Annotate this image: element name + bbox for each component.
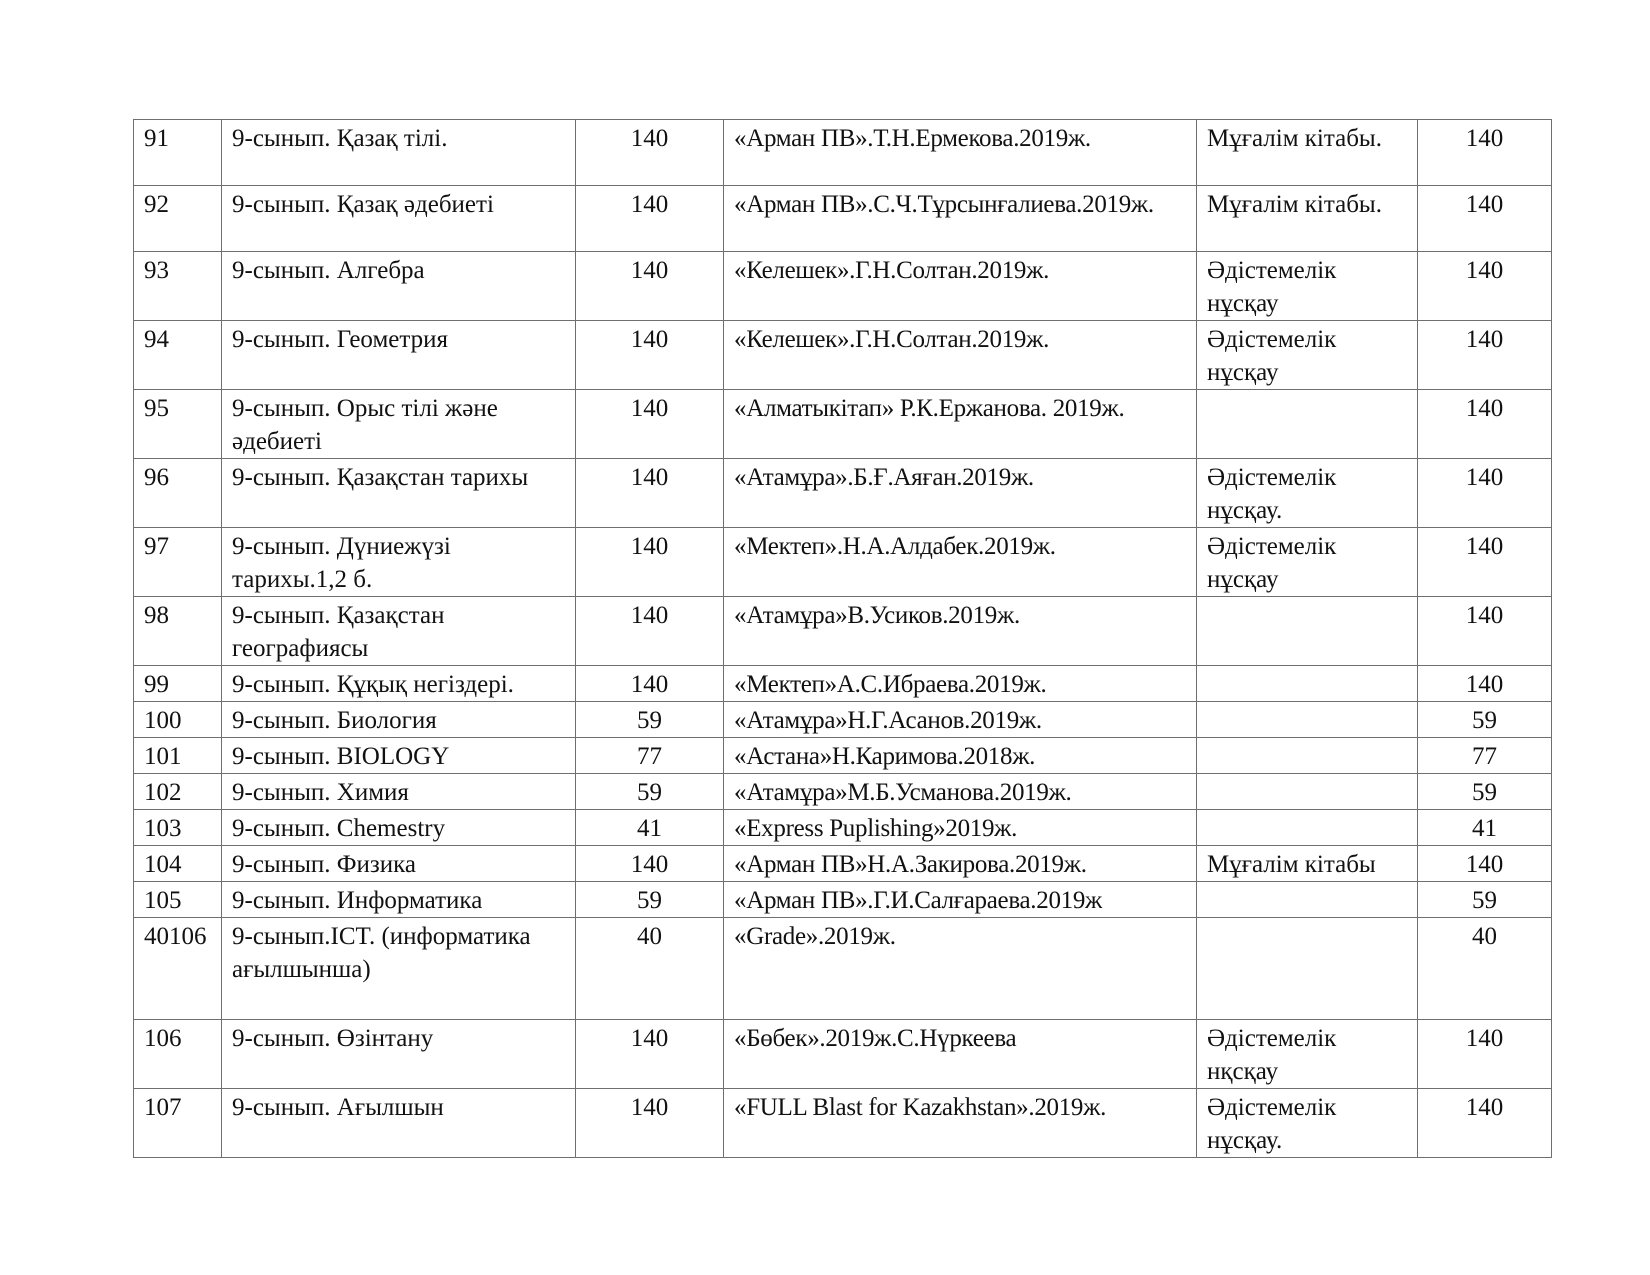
publisher: «Мектеп»А.С.Ибраева.2019ж.	[724, 666, 1197, 702]
quantity: 59	[576, 882, 724, 918]
table-row	[134, 390, 1552, 459]
publisher: «Арман ПВ».Г.И.Салғараева.2019ж	[724, 882, 1197, 918]
quantity: 140	[576, 459, 724, 528]
count: 140	[1418, 321, 1552, 390]
publisher: «Бөбек».2019ж.С.Нүркеева	[724, 1020, 1197, 1089]
book-title: 9-сынып. Биология	[222, 702, 576, 738]
quantity: 140	[576, 597, 724, 666]
quantity: 140	[576, 846, 724, 882]
book-title: 9-сынып. Қазақстан тарихы	[222, 459, 576, 528]
note	[1197, 918, 1418, 1020]
note: Әдістемелік нұсқау	[1197, 252, 1418, 321]
note	[1197, 738, 1418, 774]
row-number: 40106	[134, 918, 222, 1020]
publisher: «Атамұра».Б.Ғ.Аяған.2019ж.	[724, 459, 1197, 528]
quantity: 140	[576, 666, 724, 702]
publisher: «Grade».2019ж.	[724, 918, 1197, 1020]
table-row	[134, 528, 1552, 597]
count: 140	[1418, 252, 1552, 321]
quantity: 140	[576, 252, 724, 321]
table-row	[134, 597, 1552, 666]
note: Әдістемелік нұсқау.	[1197, 459, 1418, 528]
book-title: 9-сынып. Информатика	[222, 882, 576, 918]
table-row	[134, 774, 1552, 810]
note	[1197, 390, 1418, 459]
quantity: 140	[576, 1020, 724, 1089]
row-number: 93	[134, 252, 222, 321]
publisher: «Алматыкітап» Р.К.Ержанова. 2019ж.	[724, 390, 1197, 459]
note: Мұғалім кітабы.	[1197, 186, 1418, 252]
quantity: 140	[576, 321, 724, 390]
quantity: 41	[576, 810, 724, 846]
count: 140	[1418, 1089, 1552, 1158]
count: 59	[1418, 702, 1552, 738]
count: 59	[1418, 774, 1552, 810]
quantity: 40	[576, 918, 724, 1020]
note: Әдістемелік нұсқау	[1197, 528, 1418, 597]
row-number: 104	[134, 846, 222, 882]
quantity: 140	[576, 528, 724, 597]
publisher: «Келешек».Г.Н.Солтан.2019ж.	[724, 252, 1197, 321]
table-row	[134, 882, 1552, 918]
count: 140	[1418, 459, 1552, 528]
table-row	[134, 1020, 1552, 1089]
quantity: 59	[576, 774, 724, 810]
count: 140	[1418, 528, 1552, 597]
row-number: 102	[134, 774, 222, 810]
quantity: 140	[576, 390, 724, 459]
row-number: 99	[134, 666, 222, 702]
note: Мұғалім кітабы	[1197, 846, 1418, 882]
book-title: 9-сынып. Орыс тілі және әдебиеті	[222, 390, 576, 459]
row-number: 97	[134, 528, 222, 597]
book-title: 9-сынып. Құқық негіздері.	[222, 666, 576, 702]
row-number: 98	[134, 597, 222, 666]
note	[1197, 774, 1418, 810]
count: 59	[1418, 882, 1552, 918]
book-title: 9-сынып. BIOLOGY	[222, 738, 576, 774]
note	[1197, 666, 1418, 702]
book-title: 9-сынып.ICT. (информатика ағылшынша)	[222, 918, 576, 1020]
publisher: «Арман ПВ».С.Ч.Тұрсынғалиева.2019ж.	[724, 186, 1197, 252]
count: 41	[1418, 810, 1552, 846]
publisher: «Express Puplishing»2019ж.	[724, 810, 1197, 846]
book-title: 9-сынып. Қазақ тілі.	[222, 120, 576, 186]
book-title: 9-сынып. Chemestry	[222, 810, 576, 846]
publisher: «Атамұра»Н.Г.Асанов.2019ж.	[724, 702, 1197, 738]
table-row	[134, 120, 1552, 186]
count: 140	[1418, 120, 1552, 186]
publisher: «Мектеп».Н.А.Алдабек.2019ж.	[724, 528, 1197, 597]
table-row	[134, 702, 1552, 738]
table-row	[134, 186, 1552, 252]
row-number: 92	[134, 186, 222, 252]
row-number: 96	[134, 459, 222, 528]
count: 140	[1418, 597, 1552, 666]
quantity: 77	[576, 738, 724, 774]
book-title: 9-сынып. Қазақстан географиясы	[222, 597, 576, 666]
row-number: 106	[134, 1020, 222, 1089]
table-row	[134, 252, 1552, 321]
row-number: 100	[134, 702, 222, 738]
row-number: 107	[134, 1089, 222, 1158]
note: Мұғалім кітабы.	[1197, 120, 1418, 186]
book-title: 9-сынып. Алгебра	[222, 252, 576, 321]
count: 140	[1418, 666, 1552, 702]
note	[1197, 702, 1418, 738]
book-title: 9-сынып. Геометрия	[222, 321, 576, 390]
publisher: «FULL Blast for Kazakhstan».2019ж.	[724, 1089, 1197, 1158]
table-row	[134, 1089, 1552, 1158]
table-row	[134, 459, 1552, 528]
row-number: 105	[134, 882, 222, 918]
note	[1197, 597, 1418, 666]
publisher: «Астана»Н.Каримова.2018ж.	[724, 738, 1197, 774]
note: Әдістемелік нұсқау.	[1197, 1089, 1418, 1158]
publisher: «Арман ПВ».Т.Н.Ермекова.2019ж.	[724, 120, 1197, 186]
row-number: 95	[134, 390, 222, 459]
quantity: 140	[576, 186, 724, 252]
book-title: 9-сынып. Химия	[222, 774, 576, 810]
book-title: 9-сынып. Қазақ әдебиеті	[222, 186, 576, 252]
note	[1197, 882, 1418, 918]
publisher: «Атамұра»В.Усиков.2019ж.	[724, 597, 1197, 666]
table-row	[134, 846, 1552, 882]
row-number: 101	[134, 738, 222, 774]
book-title: 9-сынып. Өзінтану	[222, 1020, 576, 1089]
book-title: 9-сынып. Физика	[222, 846, 576, 882]
table-row	[134, 918, 1552, 1020]
publisher: «Арман ПВ»Н.А.Закирова.2019ж.	[724, 846, 1197, 882]
row-number: 103	[134, 810, 222, 846]
table-row	[134, 738, 1552, 774]
table-row	[134, 810, 1552, 846]
note: Әдістемелік нұсқау	[1197, 321, 1418, 390]
count: 140	[1418, 186, 1552, 252]
table-row	[134, 666, 1552, 702]
publisher: «Атамұра»М.Б.Усманова.2019ж.	[724, 774, 1197, 810]
table-row	[134, 321, 1552, 390]
book-title: 9-сынып. Дүниежүзі тарихы.1,2 б.	[222, 528, 576, 597]
book-title: 9-сынып. Ағылшын	[222, 1089, 576, 1158]
row-number: 94	[134, 321, 222, 390]
count: 140	[1418, 1020, 1552, 1089]
quantity: 140	[576, 1089, 724, 1158]
note: Әдістемелік нқсқау	[1197, 1020, 1418, 1089]
note	[1197, 810, 1418, 846]
textbook-table	[133, 119, 1552, 1158]
row-number: 91	[134, 120, 222, 186]
count: 77	[1418, 738, 1552, 774]
publisher: «Келешек».Г.Н.Солтан.2019ж.	[724, 321, 1197, 390]
count: 140	[1418, 846, 1552, 882]
count: 40	[1418, 918, 1552, 1020]
quantity: 140	[576, 120, 724, 186]
count: 140	[1418, 390, 1552, 459]
quantity: 59	[576, 702, 724, 738]
